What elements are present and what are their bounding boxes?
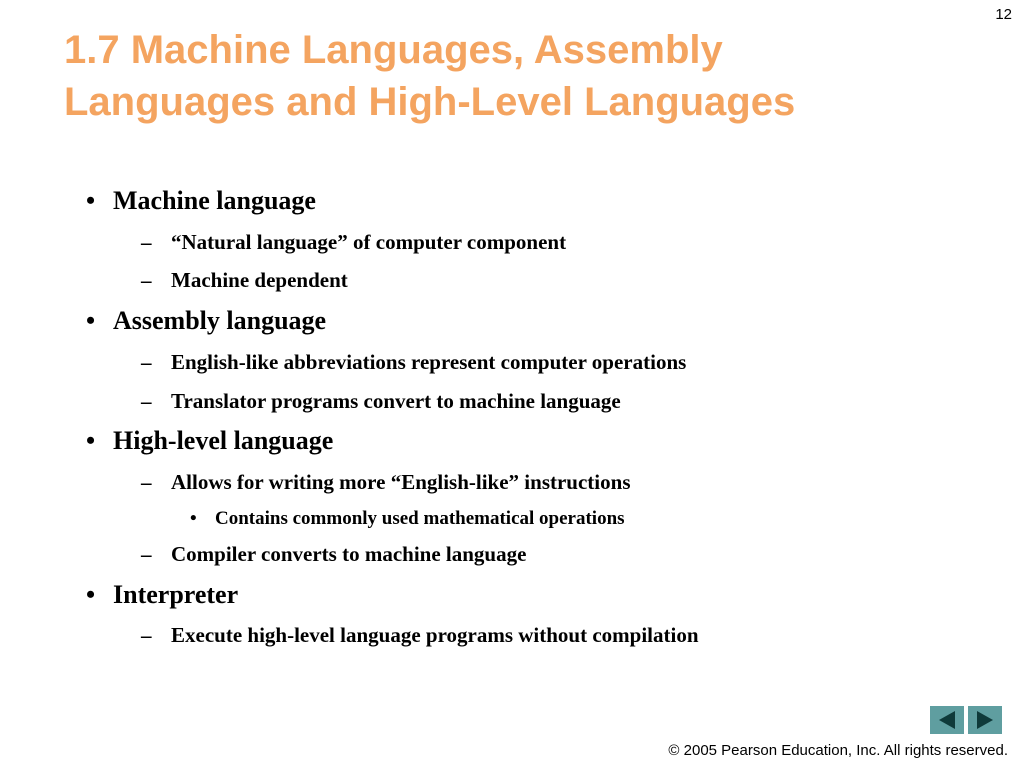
bullet-marker: • xyxy=(86,186,96,215)
dash-marker: – xyxy=(141,542,152,566)
sub-bullet-text: Allows for writing more “English-like” instructions xyxy=(171,470,631,494)
next-slide-button[interactable] xyxy=(968,706,1002,734)
bullet-text: Interpreter xyxy=(113,580,239,609)
sub-bullet-text: Machine dependent xyxy=(171,268,348,292)
bullet-marker: • xyxy=(86,426,96,455)
bullet-text: Machine language xyxy=(113,186,316,215)
bullet-marker: • xyxy=(86,580,96,609)
sub-bullet-text: Translator programs convert to machine language xyxy=(171,389,621,413)
small-bullet-marker: • xyxy=(190,508,197,529)
dash-marker: – xyxy=(141,389,152,413)
dash-marker: – xyxy=(141,350,152,374)
dash-marker: – xyxy=(141,623,152,647)
slide-navigation xyxy=(930,706,1002,734)
copyright-footer: © 2005 Pearson Education, Inc. All rights reserved. xyxy=(668,742,1008,759)
sub-sub-bullet-text: Contains commonly used mathematical operations xyxy=(215,508,625,529)
slide-title-line-1: 1.7 Machine Languages, Assembly xyxy=(64,28,723,72)
bullet-text: Assembly language xyxy=(113,306,327,335)
slide-title xyxy=(64,24,964,128)
dash-marker: – xyxy=(141,230,152,254)
dash-marker: – xyxy=(141,268,152,292)
sub-bullet-text: Execute high-level language programs without compilation xyxy=(171,623,699,647)
bullet-text: High-level language xyxy=(113,426,334,455)
dash-marker: – xyxy=(141,470,152,494)
slide-number: 12 xyxy=(995,6,1012,23)
slide-title-line-2: Languages and High-Level Languages xyxy=(64,80,796,124)
sub-bullet-text: “Natural language” of computer component xyxy=(171,230,567,254)
sub-bullet-text: Compiler converts to machine language xyxy=(171,542,527,566)
sub-bullet-text: English-like abbreviations represent computer operations xyxy=(171,350,687,374)
triangle-left-icon xyxy=(939,711,955,729)
bullet-marker: • xyxy=(86,306,96,335)
previous-slide-button[interactable] xyxy=(930,706,964,734)
triangle-right-icon xyxy=(977,711,993,729)
